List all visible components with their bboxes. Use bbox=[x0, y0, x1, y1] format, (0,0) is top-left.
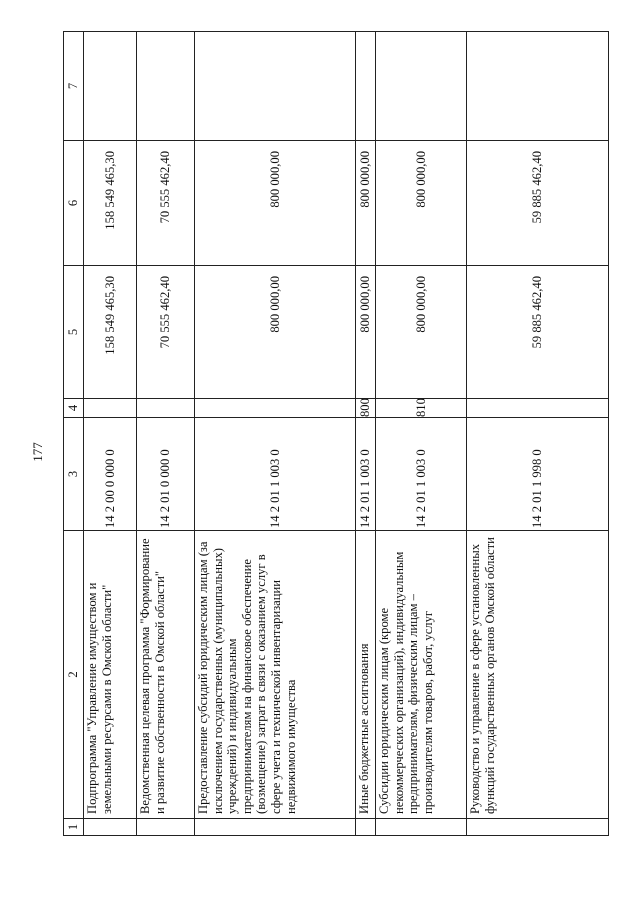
code-cell: 14 2 01 1 998 0 bbox=[467, 418, 609, 531]
value-cell-7 bbox=[137, 32, 195, 141]
value-cell-5: 800 000,00 bbox=[195, 266, 356, 399]
column-header: 7 bbox=[64, 32, 84, 141]
code-cell: 14 2 00 0 000 0 bbox=[84, 418, 137, 531]
column-header: 4 bbox=[64, 399, 84, 418]
column-header: 2 bbox=[64, 531, 84, 819]
value-cell-6: 800 000,00 bbox=[376, 141, 467, 266]
name-cell: Субсидии юридическим лицам (кроме некоммерческих организаций), индивидуальным предпринимателям, физическим лицам – производителям товаров, работ, услуг bbox=[376, 531, 467, 819]
kvr-cell: 810 bbox=[376, 399, 467, 418]
kvr-cell bbox=[84, 399, 137, 418]
value-cell-7 bbox=[195, 32, 356, 141]
code-cell: 14 2 01 1 003 0 bbox=[195, 418, 356, 531]
code-cell: 14 2 01 1 003 0 bbox=[376, 418, 467, 531]
row-number-cell bbox=[356, 819, 376, 836]
table-row bbox=[467, 32, 609, 836]
name-cell: Ведомственная целевая программа "Формирование и развитие собственности в Омской области" bbox=[137, 531, 195, 819]
row-number-cell bbox=[376, 819, 467, 836]
value-cell-7 bbox=[467, 32, 609, 141]
row-number-cell bbox=[137, 819, 195, 836]
value-cell-5: 70 555 462,40 bbox=[137, 266, 195, 399]
column-header: 1 bbox=[64, 819, 84, 836]
value-cell-7 bbox=[356, 32, 376, 141]
value-cell-5: 158 549 465,30 bbox=[84, 266, 137, 399]
table-row bbox=[356, 32, 376, 836]
page-number: 177 bbox=[30, 442, 45, 462]
table-row bbox=[137, 32, 195, 836]
row-number-cell bbox=[467, 819, 609, 836]
code-cell: 14 2 01 0 000 0 bbox=[137, 418, 195, 531]
name-cell: Предоставление субсидий юридическим лицам (за исключением государственных (муниципальных) учреждений) и индивидуальным предпринимателям на финансовое обеспечение (возмещение) затрат в связи с оказанием услуг в сфере учета и технической инвентаризации недвижимого имущества bbox=[195, 531, 356, 819]
rotated-table-container bbox=[63, 32, 608, 836]
kvr-cell bbox=[195, 399, 356, 418]
name-cell: Руководство и управление в сфере установленных функций государственных органов Омской области bbox=[467, 531, 609, 819]
row-number-cell bbox=[195, 819, 356, 836]
name-cell: Иные бюджетные ассигнования bbox=[356, 531, 376, 819]
value-cell-6: 800 000,00 bbox=[195, 141, 356, 266]
column-header: 3 bbox=[64, 418, 84, 531]
row-number-cell bbox=[84, 819, 137, 836]
value-cell-6: 59 885 462,40 bbox=[467, 141, 609, 266]
code-cell: 14 2 01 1 003 0 bbox=[356, 418, 376, 531]
column-header: 6 bbox=[64, 141, 84, 266]
kvr-cell bbox=[467, 399, 609, 418]
table-row bbox=[84, 32, 137, 836]
header-row bbox=[64, 32, 84, 836]
value-cell-7 bbox=[84, 32, 137, 141]
value-cell-5: 59 885 462,40 bbox=[467, 266, 609, 399]
table-row bbox=[195, 32, 356, 836]
value-cell-7 bbox=[376, 32, 467, 141]
value-cell-5: 800 000,00 bbox=[376, 266, 467, 399]
table-row bbox=[376, 32, 467, 836]
kvr-cell: 800 bbox=[356, 399, 376, 418]
kvr-cell bbox=[137, 399, 195, 418]
value-cell-6: 800 000,00 bbox=[356, 141, 376, 266]
budget-table bbox=[63, 31, 609, 836]
name-cell: Подпрограмма "Управление имуществом и земельными ресурсами в Омской области" bbox=[84, 531, 137, 819]
value-cell-6: 158 549 465,30 bbox=[84, 141, 137, 266]
value-cell-6: 70 555 462,40 bbox=[137, 141, 195, 266]
value-cell-5: 800 000,00 bbox=[356, 266, 376, 399]
column-header: 5 bbox=[64, 266, 84, 399]
